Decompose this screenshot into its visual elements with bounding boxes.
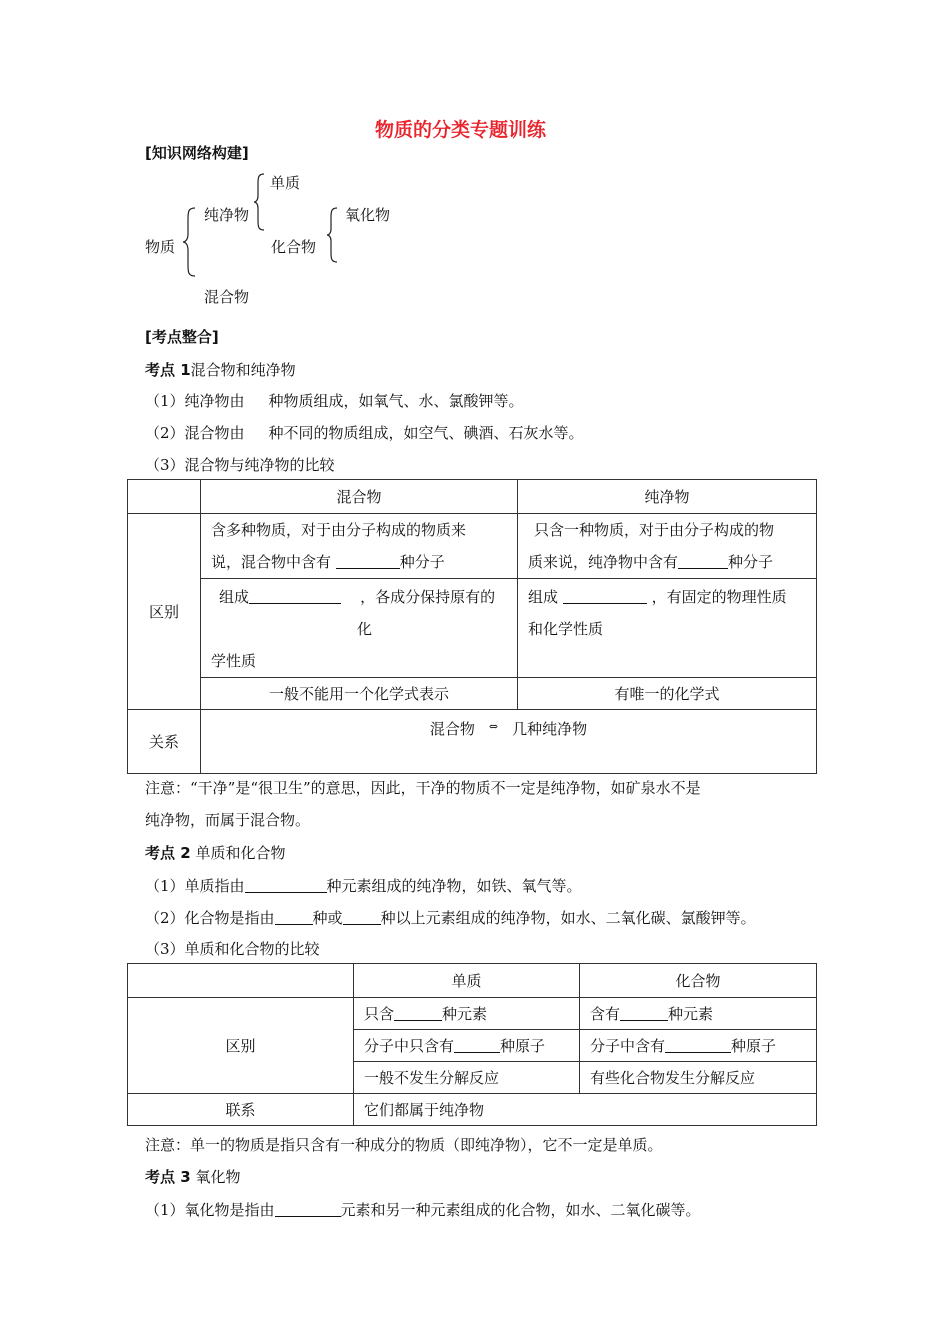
diagram-pure-label: 纯净物	[204, 206, 250, 224]
kp3-heading-number: 考点 3	[145, 1168, 191, 1186]
kp2-blank-2[interactable]	[275, 910, 313, 925]
kp2-el-cell-2	[354, 1030, 580, 1062]
kp2-line-1-b: 种元素组成的纯净物，如铁、氧气等。	[326, 877, 582, 895]
kp2-heading-text: 单质和化合物	[195, 844, 286, 862]
section-heading-network: [知识网络构建]	[145, 144, 249, 162]
kp2-el-cell-3: 一般不发生分解反应	[354, 1062, 580, 1094]
kp2-line-2	[145, 910, 756, 926]
kp1-pure-text-2a-line	[528, 581, 816, 613]
kp1-line-1-a: （1）纯净物由	[145, 392, 245, 410]
kp1-line-2	[145, 426, 584, 441]
kp1-row-diff-label: 区别	[128, 514, 201, 710]
kp2-line-1-a: （1）单质指由	[145, 877, 245, 895]
kp2-note: 注意：单一的物质是指只含有一种成分的物质（即纯净物），它不一定是单质。	[145, 1136, 663, 1154]
kp1-mix-text-2c: 化	[357, 620, 373, 638]
kp1-pure-cell-3: 有唯一的化学式	[518, 678, 817, 710]
kp3-line-1	[145, 1202, 701, 1218]
kp3-line-1-b: 元素和另一种元素组成的化合物，如水、二氧化碳等。	[340, 1201, 701, 1219]
kp3-heading	[145, 1170, 240, 1185]
kp1-line-1-b: 种物质组成，如氧气、水、氯酸钾等。	[268, 392, 524, 410]
diagram-brace-root	[182, 206, 198, 278]
kp2-cp-cell-1	[580, 998, 817, 1030]
kp2-cp-cell-3: 有些化合物发生分解反应	[580, 1062, 817, 1094]
kp1-heading-text: 混合物和纯净物	[190, 361, 296, 379]
kp1-rel-left: 混合物	[429, 720, 475, 738]
diagram-brace-pure	[253, 172, 267, 232]
kp1-note-line-1: 注意：“干净”是“很卫生”的意思，因此，干净的物质不一定是纯净物，如矿泉水不是	[145, 779, 701, 797]
kp1-blank-2[interactable]	[245, 426, 269, 440]
kp1-pure-cell-2	[518, 579, 817, 678]
kp1-mix-cell-1	[201, 514, 518, 579]
kp2-cp-text-2a: 分子中含有	[590, 1037, 666, 1055]
kp2-el-text-1b: 种元素	[442, 1005, 488, 1023]
kp1-col-pure: 纯净物	[518, 480, 817, 514]
kp1-line-3: （3）混合物与纯净物的比较	[145, 456, 335, 474]
diagram-brace-compound	[326, 206, 340, 264]
kp1-heading	[145, 363, 296, 378]
kp1-mix-blank-2[interactable]	[249, 589, 341, 604]
kp2-el-text-2b: 种原子	[500, 1037, 546, 1055]
kp1-line-2-b: 种不同的物质组成，如空气、碘酒、石灰水等。	[268, 424, 584, 442]
kp2-col-compound: 化合物	[580, 964, 817, 998]
kp1-pure-text-1b: 质来说，纯净物中含有	[528, 553, 679, 571]
kp2-el-text-1a: 只含	[364, 1005, 395, 1023]
kp2-line-1	[145, 878, 582, 894]
kp1-pure-text-2c: 和化学性质	[528, 620, 604, 638]
kp3-line-1-a: （1）氧化物是指由	[145, 1201, 275, 1219]
kp1-line-1	[145, 394, 524, 409]
kp1-mix-text-1a: 含多种物质，对于由分子构成的物质来	[211, 521, 467, 539]
kp2-row-diff-label: 区别	[128, 998, 354, 1094]
kp1-rel-right: 几种纯净物	[512, 720, 588, 738]
kp1-mix-cell-2	[201, 579, 518, 678]
kp1-pure-text-1a: 只含一种物质，对于由分子构成的物	[534, 521, 775, 539]
kp1-mix-blank-1[interactable]	[336, 554, 400, 569]
kp1-pure-text-1b-line	[528, 546, 816, 578]
kp1-pure-text-1c: 种分子	[728, 553, 774, 571]
kp3-blank-1[interactable]	[275, 1202, 341, 1217]
kp1-table-corner	[128, 480, 201, 514]
kp2-link-cell: 它们都属于纯净物	[354, 1094, 817, 1126]
kp2-heading	[145, 846, 285, 861]
kp2-blank-3[interactable]	[343, 910, 381, 925]
kp1-mix-text-1c: 种分子	[399, 553, 445, 571]
section-heading-points: [考点整合]	[145, 328, 219, 346]
kp2-cp-blank-2[interactable]	[665, 1038, 731, 1053]
kp1-pure-text-2a: 组成	[528, 588, 559, 606]
kp2-el-cell-1	[354, 998, 580, 1030]
kp2-el-blank-1[interactable]	[394, 1006, 442, 1021]
kp1-blank-1[interactable]	[245, 394, 269, 408]
kp2-row-link-label: 联系	[128, 1094, 354, 1126]
kp2-blank-1[interactable]	[245, 878, 327, 893]
kp2-comparison-table	[127, 963, 817, 1126]
kp2-el-blank-2[interactable]	[454, 1038, 500, 1053]
kp1-row-rel-label: 关系	[128, 710, 201, 774]
diagram-oxide-label: 氧化物	[345, 206, 391, 224]
kp2-cp-cell-2	[580, 1030, 817, 1062]
kp1-mix-text-1b-line	[211, 546, 517, 578]
kp2-col-element: 单质	[354, 964, 580, 998]
kp2-table-corner	[128, 964, 354, 998]
kp1-mix-text-2b: ，各成分保持原有的	[360, 588, 496, 606]
kp2-cp-text-2b: 种原子	[731, 1037, 777, 1055]
kp1-note-line-2: 纯净物，而属于混合物。	[145, 811, 311, 829]
kp1-comparison-table	[127, 479, 817, 774]
kp1-mix-text-2a: 组成	[219, 588, 250, 606]
kp1-pure-text-2b: ，有固定的物理性质	[651, 588, 787, 606]
kp1-pure-blank-2[interactable]	[563, 589, 647, 604]
kp3-heading-text: 氧化物	[195, 1168, 241, 1186]
diagram-root-label: 物质	[145, 238, 176, 256]
kp1-col-mixture: 混合物	[201, 480, 518, 514]
kp2-line-2-b: 种或	[312, 909, 343, 927]
kp2-el-text-2a: 分子中只含有	[364, 1037, 455, 1055]
kp1-pure-blank-1[interactable]	[678, 554, 728, 569]
kp2-cp-text-1b: 种元素	[668, 1005, 714, 1023]
kp1-mix-text-2a-line	[211, 581, 517, 613]
kp1-mix-cell-3: 一般不能用一个化学式表示	[201, 678, 518, 710]
kp1-pure-cell-1	[518, 514, 817, 579]
kp1-mix-text-2d: 学性质	[211, 652, 257, 670]
double-arrow-icon: ⇔	[488, 720, 499, 733]
page-title: 物质的分类专题训练	[375, 119, 547, 141]
kp2-cp-text-1a: 含有	[590, 1005, 621, 1023]
kp2-line-2-a: （2）化合物是指由	[145, 909, 275, 927]
diagram-element-label: 单质	[270, 174, 301, 192]
kp2-line-2-c: 种以上元素组成的纯净物，如水、二氧化碳、氯酸钾等。	[380, 909, 756, 927]
kp1-mix-text-1b: 说，混合物中含有	[211, 553, 332, 571]
kp1-line-2-a: （2）混合物由	[145, 424, 245, 442]
kp2-cp-blank-1[interactable]	[620, 1006, 668, 1021]
kp1-heading-number: 考点 1	[145, 361, 191, 379]
diagram-mixture-label: 混合物	[204, 288, 250, 306]
diagram-compound-label: 化合物	[271, 238, 317, 256]
kp2-line-3: （3）单质和化合物的比较	[145, 940, 320, 958]
kp2-heading-number: 考点 2	[145, 844, 191, 862]
kp1-rel-cell	[201, 710, 817, 774]
